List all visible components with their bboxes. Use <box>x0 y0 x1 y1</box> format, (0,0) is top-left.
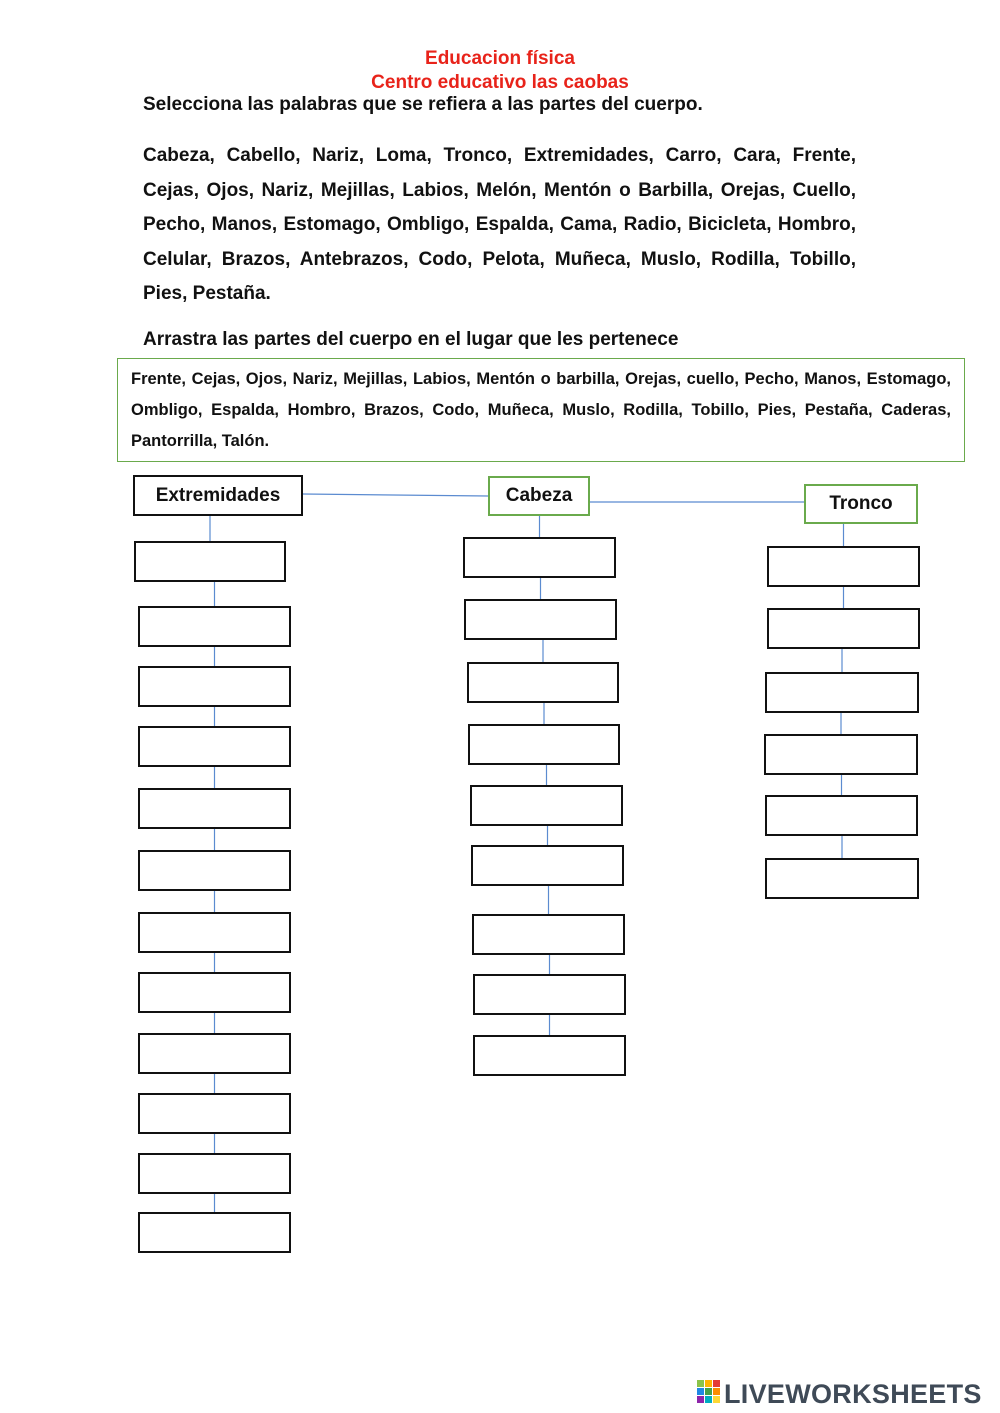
category-cabeza: Cabeza <box>488 476 590 516</box>
drop-slot-cabeza[interactable] <box>468 724 620 765</box>
drop-slot-extremidades[interactable] <box>138 912 291 953</box>
drop-slot-tronco[interactable] <box>765 858 919 899</box>
drop-slot-extremidades[interactable] <box>138 850 291 891</box>
liveworksheets-logo-icon <box>697 1380 721 1409</box>
drop-slot-tronco[interactable] <box>767 546 920 587</box>
drop-slot-extremidades[interactable] <box>138 1212 291 1253</box>
category-tronco: Tronco <box>804 484 918 524</box>
drop-slot-extremidades[interactable] <box>138 606 291 647</box>
drop-slot-extremidades[interactable] <box>138 726 291 767</box>
drop-slot-extremidades[interactable] <box>138 1093 291 1134</box>
drop-slot-tronco[interactable] <box>767 608 920 649</box>
selectable-words-paragraph[interactable]: Cabeza, Cabello, Nariz, Loma, Tronco, Extremidades, Carro, Cara, Frente, Cejas, Ojos, Nariz, Mejillas, Labios, Melón, Mentón o Barbilla, Orejas, Cuello, Pecho, Manos, Estomago, Ombligo, Espalda, Cama, Radio, Bicicleta, Hombro, Celular, Brazos, Antebrazos, Codo, Pelota, Muñeca, Muslo, Rodilla, Tobillo, Pies, Pestaña. <box>143 145 856 305</box>
drop-slot-extremidades[interactable] <box>138 1033 291 1074</box>
drop-slot-extremidades[interactable] <box>138 788 291 829</box>
drop-slot-tronco[interactable] <box>765 672 919 713</box>
drop-slot-extremidades[interactable] <box>138 666 291 707</box>
drop-slot-cabeza[interactable] <box>473 974 626 1015</box>
worksheet-title: Educacion física <box>425 48 575 69</box>
drop-slot-tronco[interactable] <box>765 795 918 836</box>
drop-slot-extremidades[interactable] <box>138 1153 291 1194</box>
word-bank-text[interactable]: Frente, Cejas, Ojos, Nariz, Mejillas, Labios, Mentón o barbilla, Orejas, cuello, Pecho, Manos, Estomago, Ombligo, Espalda, Hombro, Brazos, Codo, Muñeca, Muslo, Rodilla, Tobillo, Pies, Pestaña, Caderas, Pantorrilla, Talón. <box>131 370 951 450</box>
drop-slot-extremidades[interactable] <box>138 972 291 1013</box>
drop-slot-cabeza[interactable] <box>473 1035 626 1076</box>
drop-slot-cabeza[interactable] <box>463 537 616 578</box>
drop-slot-cabeza[interactable] <box>472 914 625 955</box>
category-extremidades: Extremidades <box>133 475 303 516</box>
drop-slot-cabeza[interactable] <box>470 785 623 826</box>
drag-instruction: Arrastra las partes del cuerpo en el lugar que les pertenece <box>143 329 679 350</box>
drop-slot-cabeza[interactable] <box>464 599 617 640</box>
drop-slot-extremidades[interactable] <box>134 541 286 582</box>
school-name: Centro educativo las caobas <box>371 72 629 93</box>
connector-extremidades-cabeza <box>303 494 488 496</box>
select-instruction: Selecciona las palabras que se refiera a las partes del cuerpo. <box>143 94 703 115</box>
drop-slot-tronco[interactable] <box>764 734 918 775</box>
logo-text: LIVEWORKSHEETS <box>724 1378 982 1409</box>
drop-slot-cabeza[interactable] <box>471 845 624 886</box>
liveworksheets-logo <box>697 1378 982 1410</box>
drop-slot-cabeza[interactable] <box>467 662 619 703</box>
